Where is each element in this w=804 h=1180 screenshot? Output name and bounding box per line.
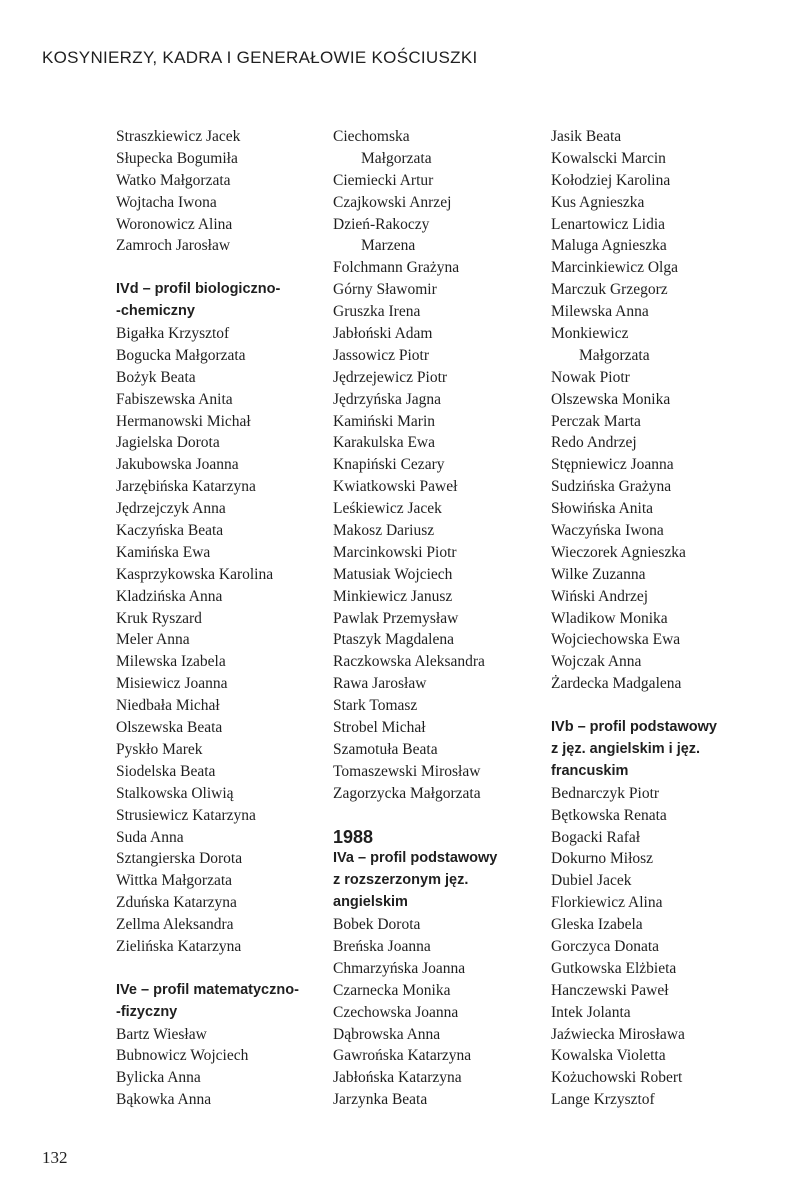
student-name: Misiewicz Joanna	[116, 675, 228, 693]
student-name: Lange Krzysztof	[551, 1091, 655, 1109]
student-name: Małgorzata	[579, 346, 650, 364]
student-name: Kowalska Violetta	[551, 1047, 666, 1065]
student-name: Bubnowicz Wojciech	[116, 1047, 249, 1065]
student-name: Sudzińska Grażyna	[551, 478, 672, 496]
student-name: Kladzińska Anna	[116, 587, 223, 605]
class-section-heading: IVb – profil podstawowy	[551, 719, 717, 736]
student-name: Wojczak Anna	[551, 653, 642, 671]
student-name: Milewska Izabela	[116, 653, 226, 671]
column-1	[116, 126, 316, 1111]
student-name: Małgorzata	[361, 149, 432, 167]
student-name: Dubiel Jacek	[551, 872, 632, 890]
student-name: Makosz Dariusz	[333, 522, 435, 540]
student-name: Nowak Piotr	[551, 368, 630, 386]
class-section-heading: angielskim	[333, 894, 408, 911]
student-name: Florkiewicz Alina	[551, 894, 663, 912]
student-name: Suda Anna	[116, 828, 184, 846]
student-name: Jędrzejewicz Piotr	[333, 368, 448, 386]
student-name: Stępniewicz Joanna	[551, 456, 674, 474]
student-name: Redo Andrzej	[551, 434, 637, 452]
student-name: Bąkowka Anna	[116, 1091, 212, 1109]
student-name: Kowalscki Marcin	[551, 149, 666, 167]
student-name: Jarzynka Beata	[333, 1091, 428, 1109]
class-section-heading: IVa – profil podstawowy	[333, 850, 498, 867]
student-name: Waczyńska Iwona	[551, 522, 664, 540]
student-name: Tomaszewski Mirosław	[333, 762, 481, 780]
student-name: Rawa Jarosław	[333, 675, 427, 693]
student-name: Jarzębińska Katarzyna	[116, 478, 256, 496]
student-name: Chmarzyńska Joanna	[333, 959, 466, 977]
student-name: Ciemiecki Artur	[333, 171, 434, 189]
class-section-heading: z jęz. angielskim i jęz.	[551, 740, 701, 757]
student-name: Marzena	[361, 237, 416, 255]
student-name: Milewska Anna	[551, 303, 649, 321]
student-name: Stalkowska Oliwią	[116, 784, 234, 802]
student-name: Siodelska Beata	[116, 762, 216, 780]
student-name: Zduńska Katarzyna	[116, 894, 237, 912]
student-name: Jasik Beata	[551, 128, 622, 145]
student-name: Czarnecka Monika	[333, 981, 451, 999]
student-name: Jassowicz Piotr	[333, 346, 430, 364]
student-name: Breńska Joanna	[333, 937, 431, 955]
column-2	[333, 126, 533, 1111]
student-name: Woronowicz Alina	[116, 215, 233, 233]
student-name: Perczak Marta	[551, 412, 641, 430]
student-name: Wieczorek Agnieszka	[551, 543, 686, 561]
student-name: Czechowska Joanna	[333, 1003, 459, 1021]
student-name: Bigałka Krzysztof	[116, 325, 230, 343]
student-name: Strobel Michał	[333, 719, 426, 737]
student-name: Jaźwiecka Mirosława	[551, 1025, 685, 1043]
student-name: Jędrzyńska Jagna	[333, 390, 442, 408]
student-name: Kamiński Marin	[333, 412, 436, 430]
class-section-heading: IVe – profil matematyczno-	[116, 981, 299, 998]
student-name: Słowińska Anita	[551, 500, 654, 518]
student-name: Kruk Ryszard	[116, 609, 202, 627]
student-name: Fabiszewska Anita	[116, 390, 233, 408]
student-name: Jagielska Dorota	[116, 434, 220, 452]
student-name: Hermanowski Michał	[116, 412, 251, 430]
student-name: Gleska Izabela	[551, 916, 643, 934]
student-name: Jabłońska Katarzyna	[333, 1069, 462, 1087]
student-name: Olszewska Beata	[116, 719, 223, 737]
page-number: 132	[42, 1148, 68, 1167]
student-name: Intek Jolanta	[551, 1003, 631, 1021]
student-name: Kożuchowski Robert	[551, 1069, 683, 1087]
student-name: Marcinkiewicz Olga	[551, 259, 678, 277]
class-section-heading: z rozszerzonym jęz.	[333, 872, 469, 889]
student-name: Wojtacha Iwona	[116, 193, 217, 211]
student-name: Wilke Zuzanna	[551, 565, 646, 583]
student-name: Żardecka Madgalena	[551, 675, 682, 693]
class-section-heading: IVd – profil biologiczno-	[116, 281, 281, 298]
student-name: Górny Sławomir	[333, 281, 437, 299]
student-name: Minkiewicz Janusz	[333, 587, 453, 605]
student-name: Wladikow Monika	[551, 609, 668, 627]
spacer	[551, 695, 751, 717]
student-name: Stark Tomasz	[333, 697, 418, 715]
student-name: Czajkowski Anrzej	[333, 193, 452, 211]
student-name: Jędrzejczyk Anna	[116, 500, 226, 518]
student-name: Hanczewski Paweł	[551, 981, 669, 999]
student-name: Gutkowska Elżbieta	[551, 959, 677, 977]
student-name: Karakulska Ewa	[333, 434, 435, 452]
student-name: Zellma Aleksandra	[116, 916, 234, 934]
student-name: Kasprzykowska Karolina	[116, 565, 274, 583]
student-name: Bętkowska Renata	[551, 806, 667, 824]
student-name: Jakubowska Joanna	[116, 456, 239, 474]
student-name: Dąbrowska Anna	[333, 1025, 441, 1043]
student-name: Maluga Agnieszka	[551, 237, 667, 255]
student-name: Gawrońska Katarzyna	[333, 1047, 472, 1065]
student-name: Sztangierska Dorota	[116, 850, 243, 868]
class-section-heading: -chemiczny	[116, 303, 195, 320]
student-name: Pawlak Przemysław	[333, 609, 459, 627]
class-section-heading: -fizyczny	[116, 1003, 178, 1020]
student-name: Lenartowicz Lidia	[551, 215, 666, 233]
student-name: Straszkiewicz Jacek	[116, 128, 241, 145]
student-name: Bylicka Anna	[116, 1069, 201, 1087]
student-name: Wiński Andrzej	[551, 587, 649, 605]
student-name: Knapiński Cezary	[333, 456, 445, 474]
year-heading: 1988	[333, 826, 374, 847]
student-name: Olszewska Monika	[551, 390, 671, 408]
student-name: Bogucka Małgorzata	[116, 346, 246, 364]
student-name: Marczuk Grzegorz	[551, 281, 668, 299]
student-name: Matusiak Wojciech	[333, 565, 453, 583]
student-name: Gruszka Irena	[333, 303, 421, 321]
student-name: Zagorzycka Małgorzata	[333, 784, 481, 802]
class-section-heading: francuskim	[551, 762, 629, 779]
student-name: Kaczyńska Beata	[116, 522, 224, 540]
student-name: Słupecka Bogumiła	[116, 149, 238, 167]
spacer	[333, 805, 533, 827]
student-name: Jabłoński Adam	[333, 325, 433, 343]
student-name: Bednarczyk Piotr	[551, 784, 660, 802]
student-name: Strusiewicz Katarzyna	[116, 806, 256, 824]
student-name: Bożyk Beata	[116, 368, 196, 386]
student-name: Bogacki Rafał	[551, 828, 641, 846]
student-name: Bartz Wiesław	[116, 1025, 207, 1043]
column-3	[551, 126, 751, 1111]
student-name: Dzień-Rakoczy	[333, 215, 430, 233]
student-name: Monkiewicz	[551, 325, 629, 343]
student-name: Bobek Dorota	[333, 916, 421, 934]
student-name: Folchmann Grażyna	[333, 259, 460, 277]
student-name: Kwiatkowski Paweł	[333, 478, 458, 496]
student-name: Zamroch Jarosław	[116, 237, 231, 255]
student-name: Zielińska Katarzyna	[116, 937, 242, 955]
student-name: Kamińska Ewa	[116, 543, 211, 561]
student-name: Szamotuła Beata	[333, 740, 438, 758]
running-head: KOSYNIERZY, KADRA I GENERAŁOWIE KOŚCIUSZKI	[42, 48, 478, 67]
student-name: Leśkiewicz Jacek	[333, 500, 442, 518]
student-name: Marcinkowski Piotr	[333, 543, 457, 561]
student-name: Gorczyca Donata	[551, 937, 660, 955]
student-name: Dokurno Miłosz	[551, 850, 654, 868]
student-name: Niedbała Michał	[116, 697, 220, 715]
student-name: Wittka Małgorzata	[116, 872, 233, 890]
student-name: Ptaszyk Magdalena	[333, 631, 454, 649]
student-name: Raczkowska Aleksandra	[333, 653, 485, 671]
student-name: Pyskło Marek	[116, 740, 203, 758]
student-name: Meler Anna	[116, 631, 190, 649]
spacer	[116, 257, 316, 279]
student-name: Ciechomska	[333, 128, 410, 145]
student-name: Watko Małgorzata	[116, 171, 231, 189]
student-name: Kus Agnieszka	[551, 193, 645, 211]
student-name: Wojciechowska Ewa	[551, 631, 681, 649]
student-name: Kołodziej Karolina	[551, 171, 671, 189]
spacer	[116, 958, 316, 980]
